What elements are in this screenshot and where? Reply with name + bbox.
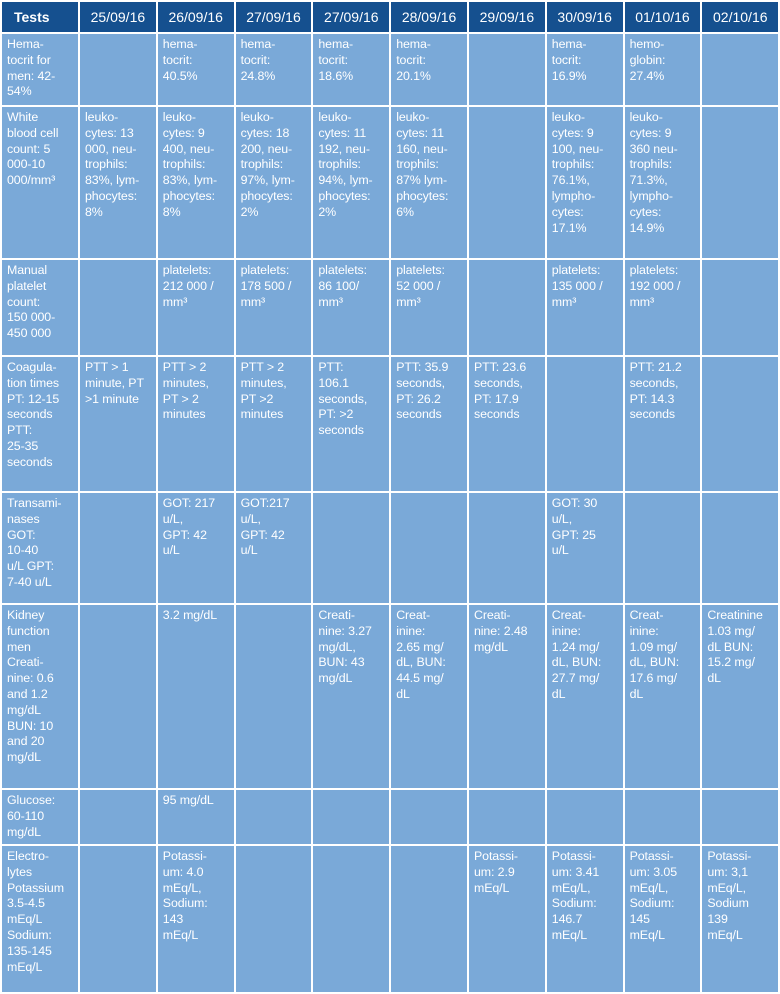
result-cell: Potassi- um: 2.9 mEq/L	[468, 845, 546, 993]
header-tests: Tests	[1, 1, 79, 33]
result-cell	[312, 789, 390, 845]
header-date: 25/09/16	[79, 1, 157, 33]
result-cell: PTT > 2 minutes, PT > 2 minutes	[157, 356, 235, 492]
result-cell	[624, 492, 702, 604]
result-cell	[701, 106, 779, 259]
result-cell	[624, 789, 702, 845]
result-cell	[79, 604, 157, 789]
result-cell: platelets: 135 000 / mm³	[546, 259, 624, 356]
result-cell: leuko- cytes: 9 400, neu- trophils: 83%, lym- phocytes: 8%	[157, 106, 235, 259]
result-cell	[468, 106, 546, 259]
row-white-blood-cell	[1, 106, 779, 259]
header-date: 01/10/16	[624, 1, 702, 33]
result-cell: GOT: 30 u/L, GPT: 25 u/L	[546, 492, 624, 604]
result-cell: PTT: 35.9 seconds, PT: 26.2 seconds	[390, 356, 468, 492]
result-cell: hema- tocrit: 20.1%	[390, 33, 468, 106]
result-cell: Creati- nine: 2.48 mg/dL	[468, 604, 546, 789]
result-cell: leuko- cytes: 9 100, neu- trophils: 76.1%, lympho- cytes: 17.1%	[546, 106, 624, 259]
result-cell: hema- tocrit: 24.8%	[235, 33, 313, 106]
result-cell	[312, 845, 390, 993]
row-platelet-count	[1, 259, 779, 356]
header-date: 30/09/16	[546, 1, 624, 33]
result-cell	[390, 789, 468, 845]
result-cell: leuko- cytes: 13 000, neu- trophils: 83%, lym- phocytes: 8%	[79, 106, 157, 259]
result-cell: Creat- inine: 1.24 mg/ dL, BUN: 27.7 mg/ dL	[546, 604, 624, 789]
result-cell: 95 mg/dL	[157, 789, 235, 845]
result-cell: platelets: 52 000 / mm³	[390, 259, 468, 356]
result-cell	[701, 492, 779, 604]
row-coagulation	[1, 356, 779, 492]
result-cell: platelets: 86 100/ mm³	[312, 259, 390, 356]
result-cell: Creat- inine: 1.09 mg/ dL, BUN: 17.6 mg/ dL	[624, 604, 702, 789]
result-cell: hema- tocrit: 16.9%	[546, 33, 624, 106]
row-glucose	[1, 789, 779, 845]
header-date: 02/10/16	[701, 1, 779, 33]
test-name-cell: Manual platelet count: 150 000- 450 000	[1, 259, 79, 356]
header-date: 27/09/16	[235, 1, 313, 33]
result-cell: Potassi- um: 3.41 mEq/L, Sodium: 146.7 mEq/L	[546, 845, 624, 993]
result-cell	[546, 356, 624, 492]
result-cell: hema- tocrit: 40.5%	[157, 33, 235, 106]
result-cell	[390, 845, 468, 993]
row-kidney-function	[1, 604, 779, 789]
test-name-cell: Electro- lytes Potassium 3.5-4.5 mEq/L Sodium: 135-145 mEq/L	[1, 845, 79, 993]
result-cell	[79, 33, 157, 106]
result-cell	[235, 789, 313, 845]
result-cell: Potassi- um: 3.05 mEq/L, Sodium: 145 mEq/L	[624, 845, 702, 993]
test-name-cell: Kidney function men Creati- nine: 0.6 and 1.2 mg/dL BUN: 10 and 20 mg/dL	[1, 604, 79, 789]
result-cell	[701, 356, 779, 492]
result-cell: platelets: 192 000 / mm³	[624, 259, 702, 356]
header-date: 27/09/16	[312, 1, 390, 33]
result-cell: platelets: 212 000 / mm³	[157, 259, 235, 356]
result-cell: Potassi- um: 4.0 mEq/L, Sodium: 143 mEq/L	[157, 845, 235, 993]
result-cell: leuko- cytes: 18 200, neu- trophils: 97%, lym- phocytes: 2%	[235, 106, 313, 259]
result-cell	[701, 789, 779, 845]
result-cell	[701, 259, 779, 356]
header-date: 28/09/16	[390, 1, 468, 33]
result-cell: PTT: 21.2 seconds, PT: 14.3 seconds	[624, 356, 702, 492]
result-cell: PTT > 1 minute, PT >1 minute	[79, 356, 157, 492]
result-cell: platelets: 178 500 / mm³	[235, 259, 313, 356]
result-cell	[468, 789, 546, 845]
result-cell	[468, 33, 546, 106]
result-cell	[79, 492, 157, 604]
result-cell	[79, 789, 157, 845]
result-cell: leuko- cytes: 9 360 neu- trophils: 71.3%, lympho- cytes: 14.9%	[624, 106, 702, 259]
result-cell	[312, 492, 390, 604]
result-cell	[235, 845, 313, 993]
result-cell	[390, 492, 468, 604]
result-cell	[468, 259, 546, 356]
result-cell: Creat- inine: 2.65 mg/ dL, BUN: 44.5 mg/ dL	[390, 604, 468, 789]
result-cell: PTT: 23.6 seconds, PT: 17.9 seconds	[468, 356, 546, 492]
test-name-cell: Hema- tocrit for men: 42- 54%	[1, 33, 79, 106]
result-cell	[468, 492, 546, 604]
result-cell: GOT:217 u/L, GPT: 42 u/L	[235, 492, 313, 604]
result-cell	[546, 789, 624, 845]
test-name-cell: Glucose: 60-110 mg/dL	[1, 789, 79, 845]
header-date: 26/09/16	[157, 1, 235, 33]
result-cell	[701, 33, 779, 106]
result-cell: leuko- cytes: 11 192, neu- trophils: 94%, lym- phocytes: 2%	[312, 106, 390, 259]
result-cell: leuko- cytes: 11 160, neu- trophils: 87% lym- phocytes: 6%	[390, 106, 468, 259]
result-cell: GOT: 217 u/L, GPT: 42 u/L	[157, 492, 235, 604]
result-cell: Potassi- um: 3,1 mEq/L, Sodium 139 mEq/L	[701, 845, 779, 993]
table-body	[1, 33, 779, 993]
test-name-cell: Transami- nases GOT: 10-40 u/L GPT: 7-40 u/L	[1, 492, 79, 604]
row-hematocrit	[1, 33, 779, 106]
header-date: 29/09/16	[468, 1, 546, 33]
test-name-cell: Coagula- tion times PT: 12-15 seconds PTT: 25-35 seconds	[1, 356, 79, 492]
row-electrolytes	[1, 845, 779, 993]
result-cell: hema- tocrit: 18.6%	[312, 33, 390, 106]
result-cell	[79, 845, 157, 993]
result-cell: PTT: 106.1 seconds, PT: >2 seconds	[312, 356, 390, 492]
header-row	[1, 1, 779, 33]
result-cell: Creati- nine: 3.27 mg/dL, BUN: 43 mg/dL	[312, 604, 390, 789]
result-cell	[79, 259, 157, 356]
result-cell: Creatinine 1.03 mg/ dL BUN: 15.2 mg/ dL	[701, 604, 779, 789]
result-cell	[235, 604, 313, 789]
result-cell: hemo- globin: 27.4%	[624, 33, 702, 106]
row-transaminases	[1, 492, 779, 604]
result-cell: PTT > 2 minutes, PT >2 minutes	[235, 356, 313, 492]
result-cell: 3.2 mg/dL	[157, 604, 235, 789]
test-name-cell: White blood cell count: 5 000-10 000/mm³	[1, 106, 79, 259]
